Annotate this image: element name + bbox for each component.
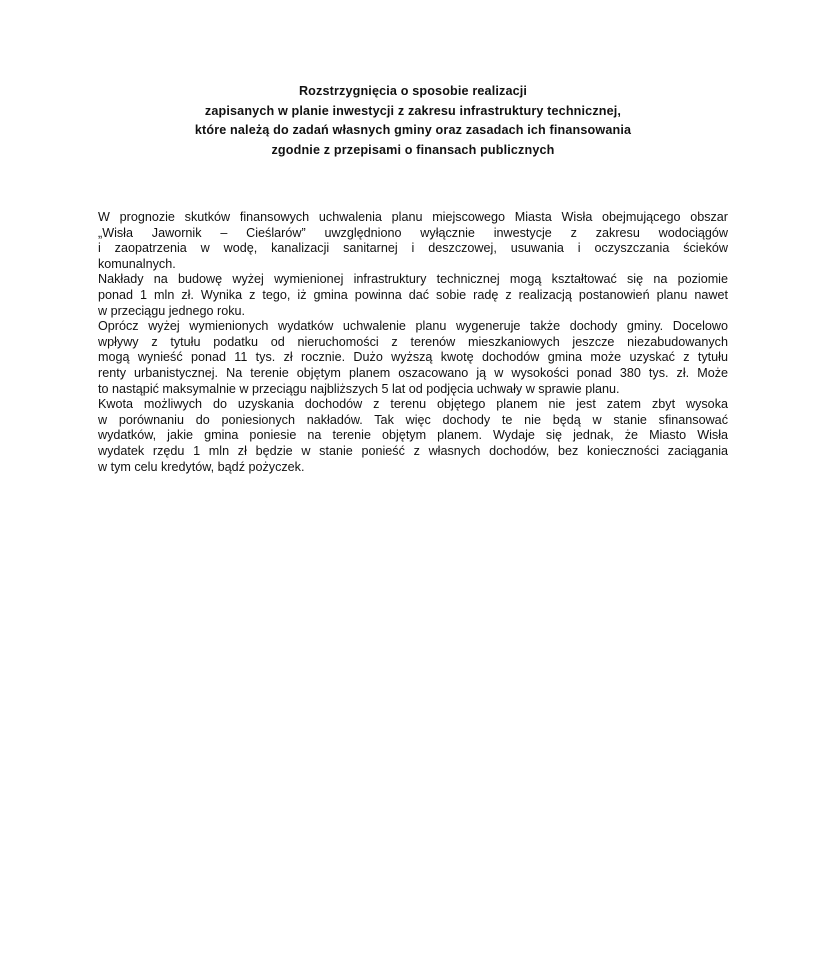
paragraph-line: i zaopatrzenia w wodę, kanalizacji sanitarnej i deszczowej, usuwania i oczyszczania ścieków	[98, 241, 728, 256]
paragraph-1	[98, 210, 728, 272]
paragraph-line: komunalnych.	[98, 256, 176, 271]
paragraph-line: renty urbanistycznej. Na terenie objętym planem oszacowano ją w wysokości ponad 380 tys. zł. Może	[98, 365, 728, 380]
title-line-2: zapisanych w planie inwestycji z zakresu infrastruktury technicznej,	[204, 103, 622, 118]
paragraph-line: Oprócz wyżej wymienionych wydatków uchwalenie planu wygeneruje także dochody gminy. Docelowo	[98, 319, 728, 334]
title-line-3: które należą do zadań własnych gminy oraz zasadach ich finansowania	[194, 123, 632, 138]
paragraph-line: Kwota możliwych do uzyskania dochodów z terenu objętego planem nie jest zatem zbyt wysoka	[98, 397, 728, 412]
paragraph-line: w przeciągu jednego roku.	[98, 303, 246, 318]
title-line-1: Rozstrzygnięcia o sposobie realizacji	[298, 84, 528, 98]
paragraph-line: wydatków, jakie gmina poniesie na terenie objętym planem. Wydaje się jednak, że Miasto Wisła	[98, 428, 728, 443]
document-title	[98, 82, 728, 160]
paragraph-line: mogą wynieść ponad 11 tys. zł rocznie. Dużo wyższą kwotę dochodów gmina może uzyskać z tytułu	[98, 350, 728, 365]
paragraph-line: wpływy z tytułu podatku od nieruchomości z terenów mieszkaniowych jeszcze niezabudowanych	[98, 334, 728, 349]
paragraph-line: w tym celu kredytów, bądź pożyczek.	[98, 459, 305, 474]
paragraph-line: W prognozie skutków finansowych uchwalenia planu miejscowego Miasta Wisła obejmującego obszar	[98, 210, 728, 224]
paragraph-2	[98, 272, 728, 319]
paragraph-line: wydatek rzędu 1 mln zł będzie w stanie ponieść z własnych dochodów, bez konieczności zaciągania	[98, 443, 728, 458]
paragraph-line: to nastąpić maksymalnie w przeciągu najbliższych 5 lat od podjęcia uchwały w sprawie planu.	[98, 381, 620, 396]
paragraph-line: „Wisła Jawornik – Cieślarów” uwzględniono wyłącznie inwestycje z zakresu wodociągów	[98, 225, 728, 240]
paragraph-3	[98, 319, 728, 397]
document-body	[98, 210, 728, 475]
paragraph-4	[98, 397, 728, 475]
paragraph-line: Nakłady na budowę wyżej wymienionej infrastruktury technicznej mogą kształtować się na poziomie	[98, 272, 728, 287]
title-line-4: zgodnie z przepisami o finansach publicznych	[271, 142, 555, 157]
paragraph-line: ponad 1 mln zł. Wynika z tego, iż gmina powinna dać sobie radę z realizacją postanowień planu nawet	[98, 287, 728, 302]
paragraph-line: w porównaniu do poniesionych nakładów. Tak więc dochody te nie będą w stanie sfinansować	[98, 412, 728, 427]
